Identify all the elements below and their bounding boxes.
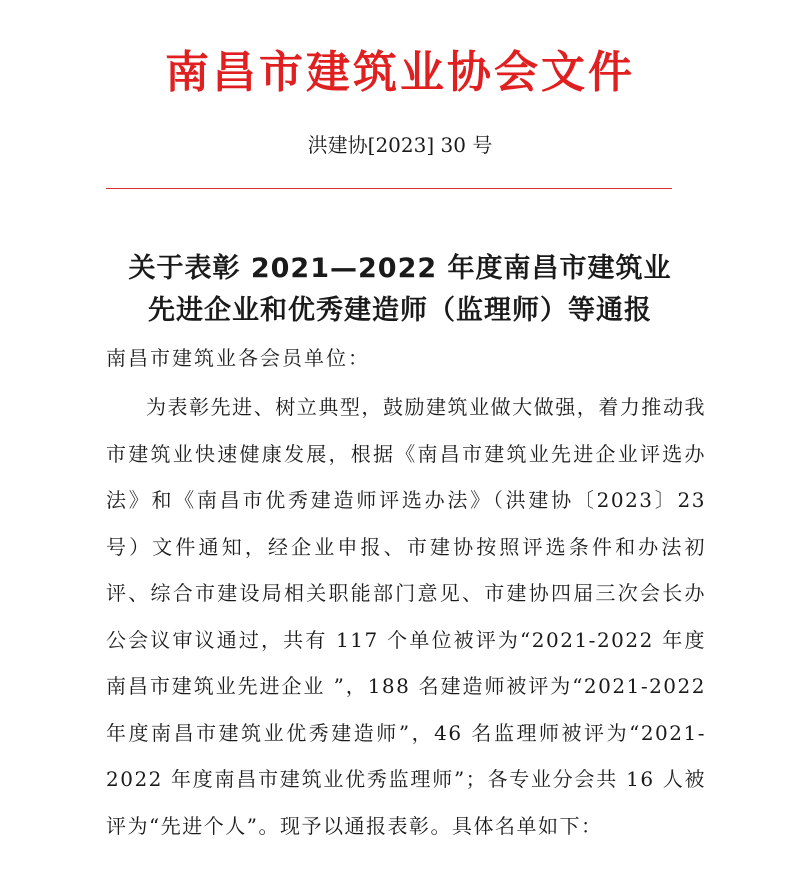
document-number: 洪建协[2023] 30 号	[307, 133, 493, 157]
notice-title-line-1: 关于表彰 2021—2022 年度南昌市建筑业	[128, 253, 672, 284]
body-paragraph: 为表彰先进、树立典型，鼓励建筑业做大做强，着力推动我市建筑业快速健康发展，根据《南昌市建筑业先进企业评选办法》和《南昌市优秀建造师评选办法》（洪建协〔2023〕23 号）文件通知，经企业申报、市建协按照评选条件和办法初评、综合市建设局相关职能部门意见、市建协四届三次会长办公会议审议通过，共有 117 个单位被评为“2021-2022 年度南昌市建筑业先进企业 ”，188 名建造师被评为“2021-2022 年度南昌市建筑业优秀建造师”，46 名监理师被评为“2021-2022 年度南昌市建筑业优秀监理师”；各专业分会共 16 人被评为“先进个人”。现予以通报表彰。具体名单如下：	[106, 395, 706, 838]
notice-title-line-2: 先进企业和优秀建造师（监理师）等通报	[148, 295, 652, 326]
document-header-title: 南昌市建筑业协会文件	[165, 47, 635, 98]
salutation: 南昌市建筑业各会员单位：	[106, 346, 370, 370]
header-divider-line	[106, 188, 672, 189]
